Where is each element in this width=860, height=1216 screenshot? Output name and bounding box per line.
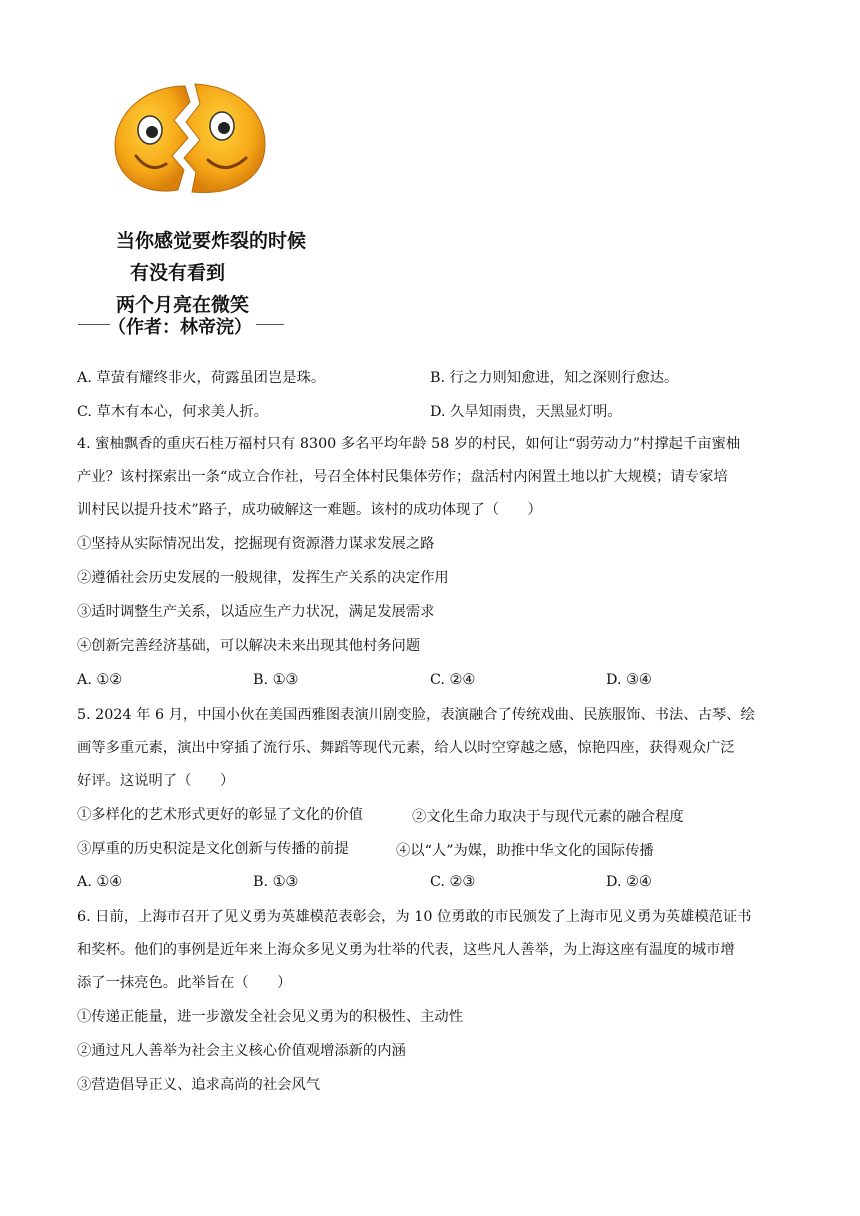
q4-item-4: ④创新完善经济基础，可以解决未来出现其他村务问题 <box>77 638 421 654</box>
q4-stem-line-2: 产业？该村探索出一条“成立合作社，号召全体村民集体劳作；盘活村内闲置土地以扩大规模；请专家培 <box>77 469 728 485</box>
q4-stem-line-3: 训村民以提升技术”路子，成功破解这一难题。该村的成功体现了（ ） <box>77 502 542 518</box>
q5-item-3: ③厚重的历史积淀是文化创新与传播的前提 <box>77 841 349 857</box>
q6-item-3: ③营造倡导正义、追求高尚的社会风气 <box>77 1077 321 1093</box>
q3-option-c: C. 草木有本心，何求美人折。 <box>77 404 269 420</box>
caption-line-2: 有没有看到 <box>130 262 226 284</box>
q5-item-1: ①多样化的艺术形式更好的彰显了文化的价值 <box>77 807 363 823</box>
q5-item-4: ④以“人”为媒，助推中华文化的国际传播 <box>396 843 654 859</box>
q4-option-d: D. ③④ <box>606 672 652 688</box>
q4-stem-line-1: 4. 蜜柚飘香的重庆石桂万福村只有 8300 多名平均年龄 58 岁的村民，如何让“弱劳动力”村撑起千亩蜜柚 <box>77 436 741 452</box>
cracked-moon-face-icon <box>100 78 290 203</box>
q5-stem-line-3: 好评。这说明了（ ） <box>77 773 235 789</box>
q6-stem-line-1: 6. 日前，上海市召开了见义勇为英雄模范表彰会，为 10 位勇敢的市民颁发了上海市见义勇为英雄模范证书 <box>77 909 752 925</box>
q3-option-b: B. 行之力则知愈进，知之深则行愈达。 <box>430 370 679 386</box>
q6-stem-line-2: 和奖杯。他们的事例是近年来上海众多见义勇为壮举的代表，这些凡人善举，为上海这座有温度的城市增 <box>77 942 735 958</box>
q4-option-a: A. ①② <box>77 672 123 688</box>
q6-item-1: ①传递正能量，进一步激发全社会见义勇为的积极性、主动性 <box>77 1009 464 1025</box>
caption-line-3: 两个月亮在微笑 <box>116 294 250 316</box>
q5-stem-line-2: 画等多重元素，演出中穿插了流行乐、舞蹈等现代元素，给人以时空穿越之感，惊艳四座，获得观众广泛 <box>77 740 735 756</box>
q3-option-a: A. 草萤有耀终非火，荷露虽团岂是珠。 <box>77 370 326 386</box>
q6-stem-line-3: 添了一抹亮色。此举旨在（ ） <box>77 975 292 991</box>
author-rule-right <box>256 324 284 325</box>
q4-option-c: C. ②④ <box>430 672 476 688</box>
q6-item-2: ②通过凡人善举为社会主义核心价值观增添新的内涵 <box>77 1043 406 1059</box>
caption-line-1: 当你感觉要炸裂的时候 <box>116 230 307 252</box>
q5-option-d: D. ②④ <box>606 874 652 890</box>
q5-stem-line-1: 5. 2024 年 6 月，中国小伙在美国西雅图表演川剧变脸，表演融合了传统戏曲、民族服饰、书法、古琴、绘 <box>77 707 755 723</box>
q4-item-3: ③适时调整生产关系，以适应生产力状况，满足发展需求 <box>77 604 435 620</box>
q4-item-2: ②遵循社会历史发展的一般规律，发挥生产关系的决定作用 <box>77 570 449 586</box>
author-rule-left <box>78 324 110 325</box>
caption-author: （作者：林帝浣） <box>108 317 252 338</box>
q4-option-b: B. ①③ <box>253 672 299 688</box>
q3-option-d: D. 久旱知雨贵，天黑显灯明。 <box>430 404 622 420</box>
q4-item-1: ①坚持从实际情况出发，挖掘现有资源潜力谋求发展之路 <box>77 536 435 552</box>
q5-option-a: A. ①④ <box>77 874 123 890</box>
q5-option-b: B. ①③ <box>253 874 299 890</box>
q5-item-2: ②文化生命力取决于与现代元素的融合程度 <box>412 809 684 825</box>
q5-option-c: C. ②③ <box>430 874 476 890</box>
